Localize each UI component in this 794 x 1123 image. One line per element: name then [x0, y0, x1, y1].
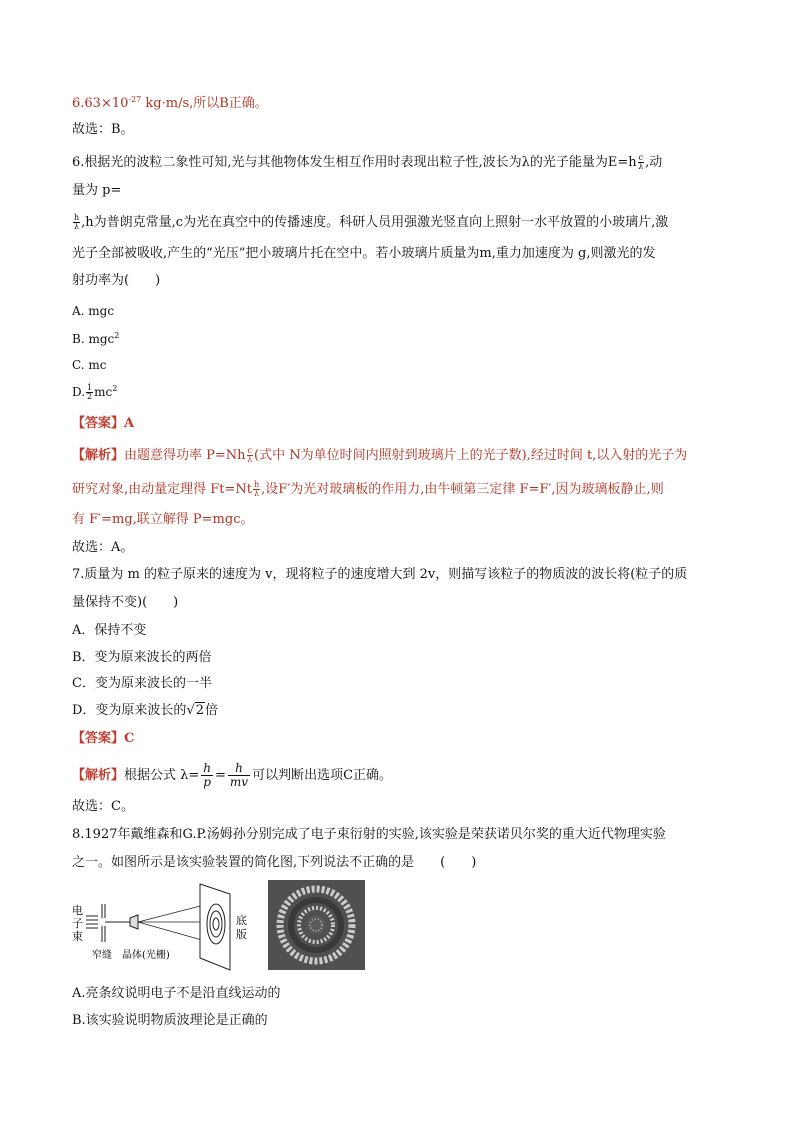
q5-momentum-line: $6.63\times 10^{-27}$ kg·m/s,所以B正确。 — [72, 95, 268, 111]
q7-option-d: D．变为原来波长的√2倍 — [72, 703, 219, 718]
q6-option-b: B. mgc$^2$ — [72, 331, 120, 346]
diffraction-apparatus-diagram — [70, 882, 270, 972]
diffraction-pattern-photo — [268, 880, 365, 970]
slit-label: 窄缝 — [92, 950, 112, 961]
electron-beam-arrows — [86, 916, 98, 928]
slit-plates — [102, 904, 105, 942]
q7-choice: 故选：C。 — [72, 799, 134, 814]
q6-stem-line-1: 6.根据光的波粒二象性可知,光与其他物体发生相互作用时表现出粒子性,波长为λ的光子能量为E=h $\frac{c}{\lambda}$ ,动 — [72, 153, 663, 171]
q7-option-c: C．变为原来波长的一半 — [72, 676, 212, 691]
q6-stem-line-4: 光子全部被吸收,产生的“光压”把小玻璃片托在空中。若小玻璃片质量为m,重力加速度为 g,则激光的发 — [72, 246, 656, 261]
q7-stem-line-1: 7.质量为 m 的粒子原来的速度为 v，现将粒子的速度增大到 2v，则描写该粒子的物质波的波长将(粒子的质 — [72, 567, 688, 582]
beam-label-3: 束 — [72, 930, 83, 943]
q8-option-a: A.亮条纹说明电子不是沿直线运动的 — [72, 986, 281, 1001]
q6-answer: 【答案】A — [72, 416, 135, 431]
photographic-plate — [200, 884, 230, 970]
q6-stem-line-5: 射功率为( ) — [72, 273, 161, 288]
q8-stem-line-1: 8.1927年戴维森和G.P.汤姆孙分别完成了电子束衍射的实验,该实验是荣获诺贝尔奖的重大近代物理实验 — [72, 827, 666, 842]
plate-label-1: 底 — [236, 914, 247, 927]
q6-stem-line-3: $\frac{h}{\lambda}$ ,h为普朗克常量,c为光在真空中的传播速度。科研人员用强激光竖直向上照射一水平放置的小玻璃片,激 — [74, 213, 669, 231]
crystal-shape — [130, 915, 138, 929]
q6-analysis-line-2: 研究对象,由动量定理得 Ft=Nt $\frac{h}{\lambda}$ ,设F′为光对玻璃板的作用力,由牛顿第三定律 F=F′,因为玻璃板静止,则 — [72, 480, 664, 498]
sqrt-symbol: √2 — [186, 703, 205, 718]
q6-stem-line-2: 量为 p= — [72, 183, 122, 198]
beam-label-2: 子 — [72, 917, 83, 930]
q6-choice: 故选：A。 — [72, 540, 134, 555]
q6-option-a: A. mgc — [72, 304, 115, 318]
q6-option-d: D. $\frac{1}{2}$ $mc^2$ — [72, 383, 118, 401]
q7-answer: 【答案】C — [72, 731, 135, 746]
q6-analysis-line-1: 【解析】由题意得功率 P=Nh $\frac{c}{\lambda}$ (式中 N为单位时间内照射到玻璃片上的光子数),经过时间 t,以入射的光子为 — [72, 446, 688, 464]
plate-label-2: 版 — [236, 928, 247, 941]
q7-analysis: 【解析】根据公式 λ= $\frac{h}{p}$ = $\frac{h}{mv}$ 可以判断出选项C正确。 — [72, 761, 393, 789]
q8-stem-line-2: 之一。如图所示是该实验装置的简化图,下列说法不正确的是 ( ) — [72, 855, 477, 870]
q6-option-c: C. mc — [72, 358, 107, 372]
beam-label-1: 电 — [72, 904, 83, 917]
q5-choice: 故选：B。 — [72, 122, 134, 137]
q7-option-b: B．变为原来波长的两倍 — [72, 650, 212, 665]
crystal-label: 晶体(光栅) — [122, 950, 170, 961]
q7-option-a: A．保持不变 — [72, 623, 147, 638]
q6-analysis-line-3: 有 F′=mg,联立解得 P=mgc。 — [72, 512, 254, 527]
q7-stem-line-2: 量保持不变)( ) — [72, 595, 179, 610]
q8-option-b: B.该实验说明物质波理论是正确的 — [72, 1013, 268, 1028]
